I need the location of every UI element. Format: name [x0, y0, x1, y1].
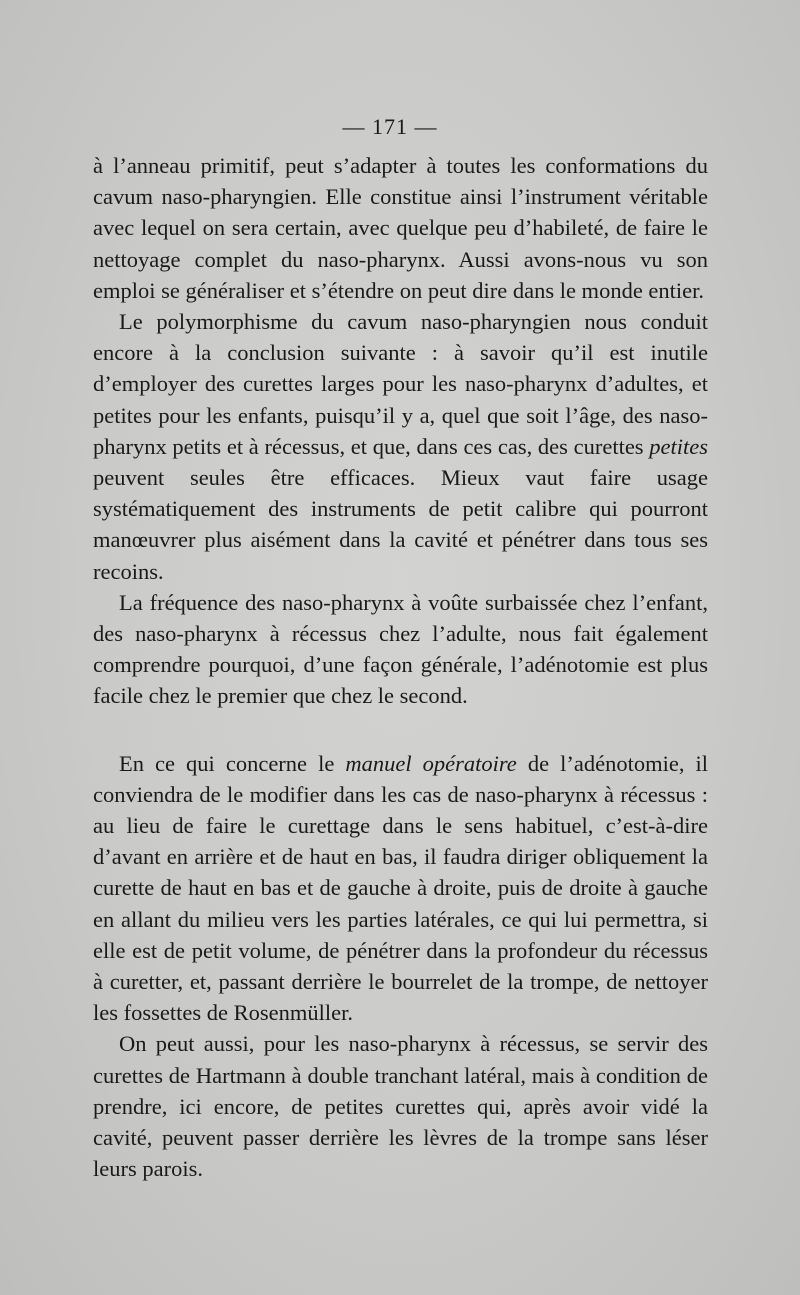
paragraph-3-text: La fréquence des naso-pharynx à voûte surbaissée chez l’enfant, des naso-pharynx à récessus chez l’adulte, nous fait également comprendre pourquoi, d’une façon générale, l’adénotomie est plus facile chez le premier que chez le second. [93, 589, 708, 709]
paragraph-4-text: En ce qui concerne le [119, 750, 335, 776]
body-text [93, 150, 708, 1185]
paragraph-1 [93, 150, 708, 306]
paragraph-5-text: On peut aussi, pour les naso-pharynx à récessus, se servir des curettes de Hartmann à double tranchant latéral, mais à condition de prendre, ici encore, de petites curettes qui, après avoir vidé la cavité, peuvent passer derrière les lèvres de la trompe sans léser leurs parois. [93, 1031, 708, 1182]
paragraph-4-emphasis: manuel opératoire [345, 750, 517, 776]
section-gap [93, 712, 708, 748]
paragraph-2-text-after: peuvent seules être efficaces. Mieux vaut faire usage systématiquement des instruments de petit calibre qui pourront manœuvrer plus aisément dans la cavité et pénétrer dans tous ses recoins. [93, 465, 708, 584]
paragraph-2 [93, 306, 708, 587]
paragraph-4-text-after: de l’adénotomie, il conviendra de le modifier dans les cas de naso-pharynx à récessus : au lieu de faire le curettage dans le sens habituel, c’est-à-dire d’avant en arrière et de haut en bas, il faudra diriger obliquement la curette de haut en bas et de gauche à droite, puis de droite à gauche en allant du milieu vers les parties latérales, ce qui lui permettra, si elle est de petit volume, de pénétrer dans la profondeur du récessus à curetter, et, passant derrière le bourrelet de la trompe, de nettoyer les fossettes de Rosenmüller. [93, 750, 708, 1026]
paragraph-2-text: Le polymorphisme du cavum naso-pharyngien nous conduit encore à la conclusion suivante : à savoir qu’il est inutile d’employer des curettes larges pour les naso-pharynx d’adultes, et petites pour les enfants, puisqu’il y a, quel que soit l’âge, des naso-pharynx petits et à récessus, et que, dans ces cas, des curettes [93, 309, 708, 459]
paragraph-4 [93, 748, 708, 1029]
paragraph-5 [93, 1028, 708, 1184]
paragraph-3 [93, 587, 708, 712]
paragraph-1-text: à l’anneau primitif, peut s’adapter à toutes les conformations du cavum naso-pharyngien. Elle constitue ainsi l’instrument véritable avec lequel on sera certain, avec quelque peu d’habileté, de faire le nettoyage complet du naso-pharynx. Aussi avons-nous vu son emploi se généraliser et s’étendre on peut dire dans le monde entier. [93, 153, 708, 303]
paragraph-2-emphasis: petites [649, 433, 708, 459]
page-number: — 171 — [342, 114, 438, 139]
